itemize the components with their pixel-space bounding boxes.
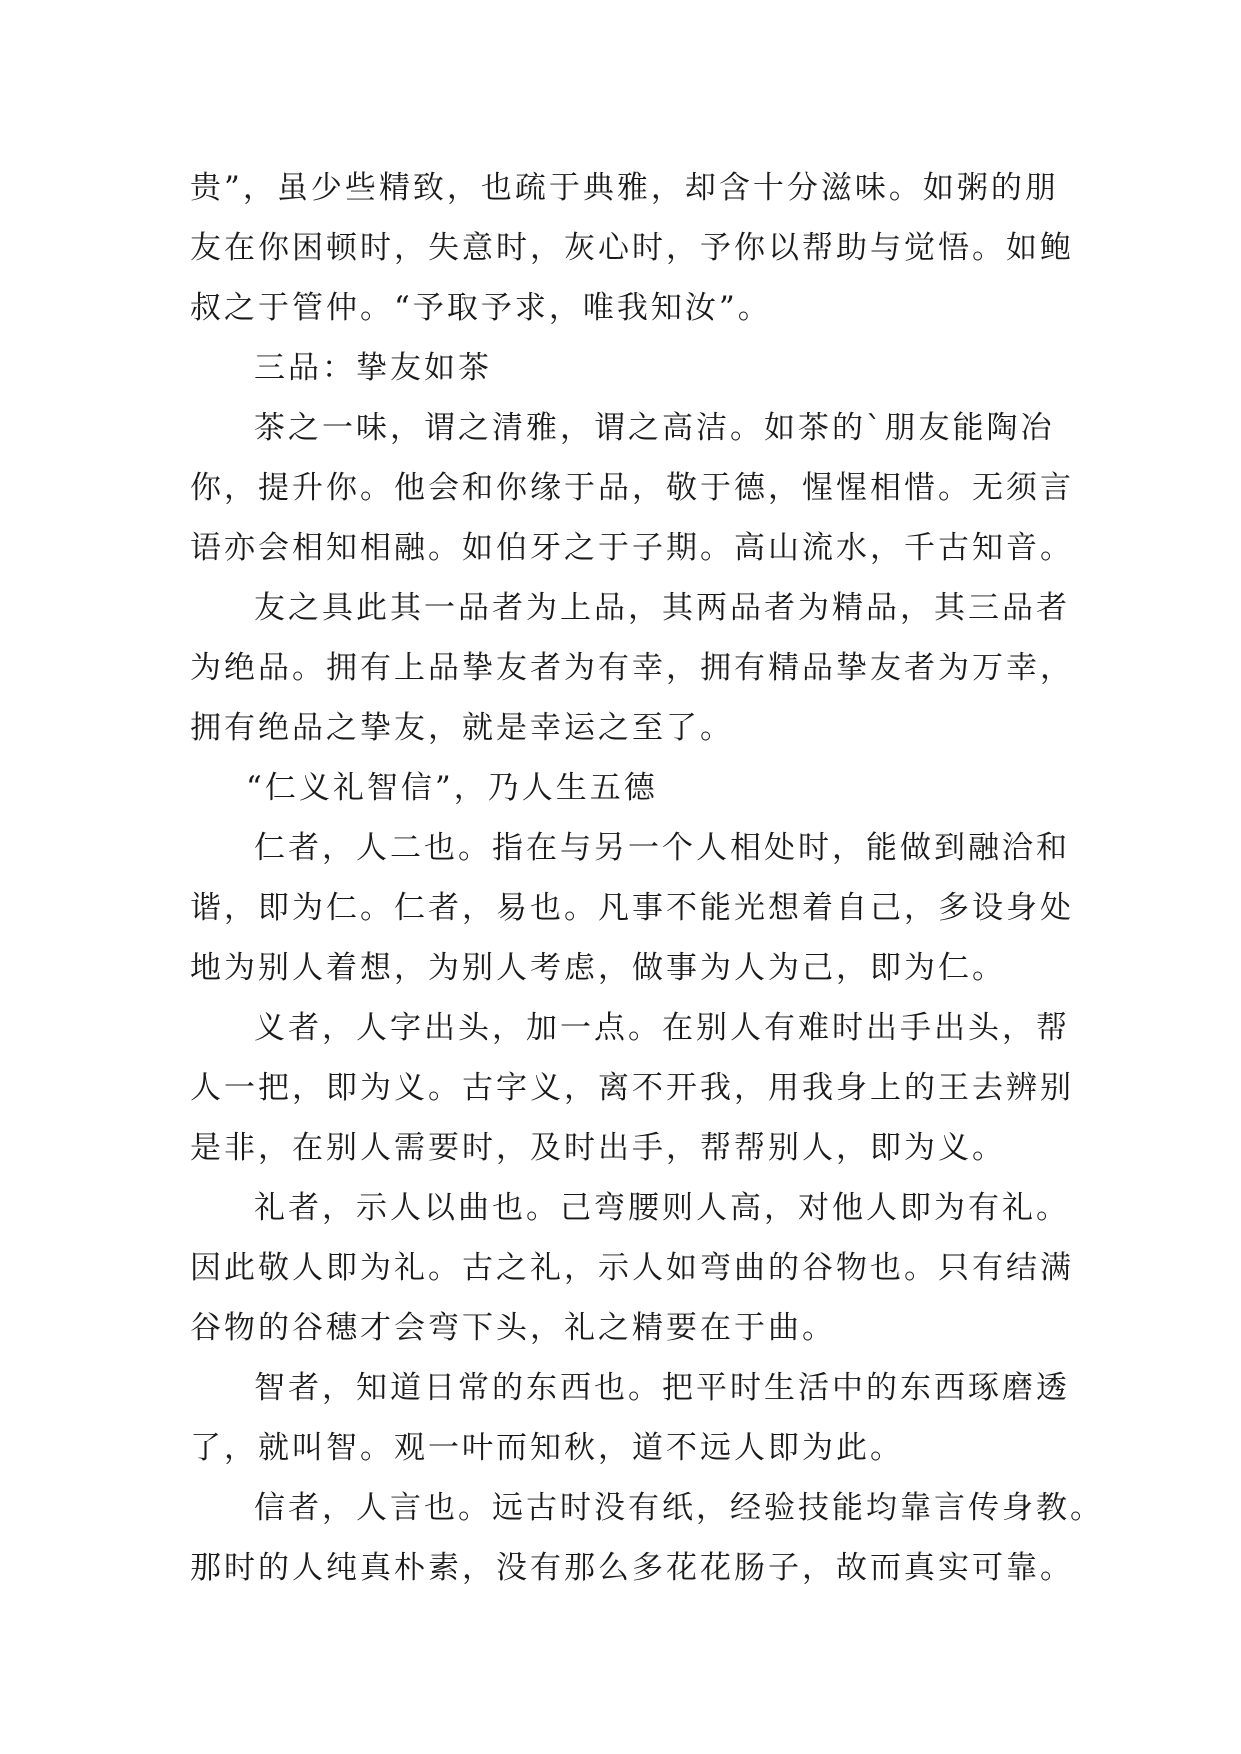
paragraph-line: 礼者，示人以曲也。己弯腰则人高，对他人即为有礼。 [254,1190,1070,1226]
paragraph-line: 那时的人纯真朴素，没有那么多花花肠子，故而真实可靠。 [190,1550,1074,1586]
paragraph-line: 地为别人着想，为别人考虑，做事为人为己，即为仁。 [190,950,1006,986]
body-text [190,158,1104,1598]
paragraph-line: 友之具此其一品者为上品，其两品者为精品，其三品者 [254,590,1070,626]
paragraph-line: 为绝品。拥有上品挚友者为有幸，拥有精品挚友者为万幸， [190,650,1074,686]
paragraph-line: 是非，在别人需要时，及时出手，帮帮别人，即为义。 [190,1130,1006,1166]
paragraph-line: 叔之于管仲。“予取予求，唯我知汝”。 [190,290,772,326]
paragraph-line: 信者，人言也。远古时没有纸，经验技能均靠言传身教。 [254,1490,1104,1526]
paragraph-line: 友在你困顿时，失意时，灰心时，予你以帮助与觉悟。如鲍 [190,230,1074,266]
paragraph-line: 因此敬人即为礼。古之礼，示人如弯曲的谷物也。只有结满 [190,1250,1074,1286]
paragraph-line: 人一把，即为义。古字义，离不开我，用我身上的王去辨别 [190,1070,1074,1106]
paragraph-line: 仁者，人二也。指在与另一个人相处时，能做到融洽和 [254,830,1070,866]
paragraph-line: 了，就叫智。观一叶而知秋，道不远人即为此。 [190,1430,904,1466]
paragraph-line: 茶之一味，谓之清雅，谓之高洁。如茶的`朋友能陶冶 [254,410,1055,446]
paragraph-line: 智者，知道日常的东西也。把平时生活中的东西琢磨透 [254,1370,1070,1406]
paragraph-line: 语亦会相知相融。如伯牙之于子期。高山流水，千古知音。 [190,530,1074,566]
section-heading: “仁义礼智信”，乃人生五德 [246,770,658,806]
paragraph-line: 拥有绝品之挚友，就是幸运之至了。 [190,710,734,746]
paragraph-line: 义者，人字出头，加一点。在别人有难时出手出头，帮 [254,1010,1070,1046]
paragraph-line: 谐，即为仁。仁者，易也。凡事不能光想着自己，多设身处 [190,890,1074,926]
paragraph-line: 你，提升你。他会和你缘于品，敬于德，惺惺相惜。无须言 [190,470,1074,506]
section-heading: 三品：挚友如茶 [254,350,492,386]
paragraph-line: 谷物的谷穗才会弯下头，礼之精要在于曲。 [190,1310,836,1346]
paragraph-line: 贵”，虽少些精致，也疏于典雅，却含十分滋味。如粥的朋 [190,170,1059,206]
